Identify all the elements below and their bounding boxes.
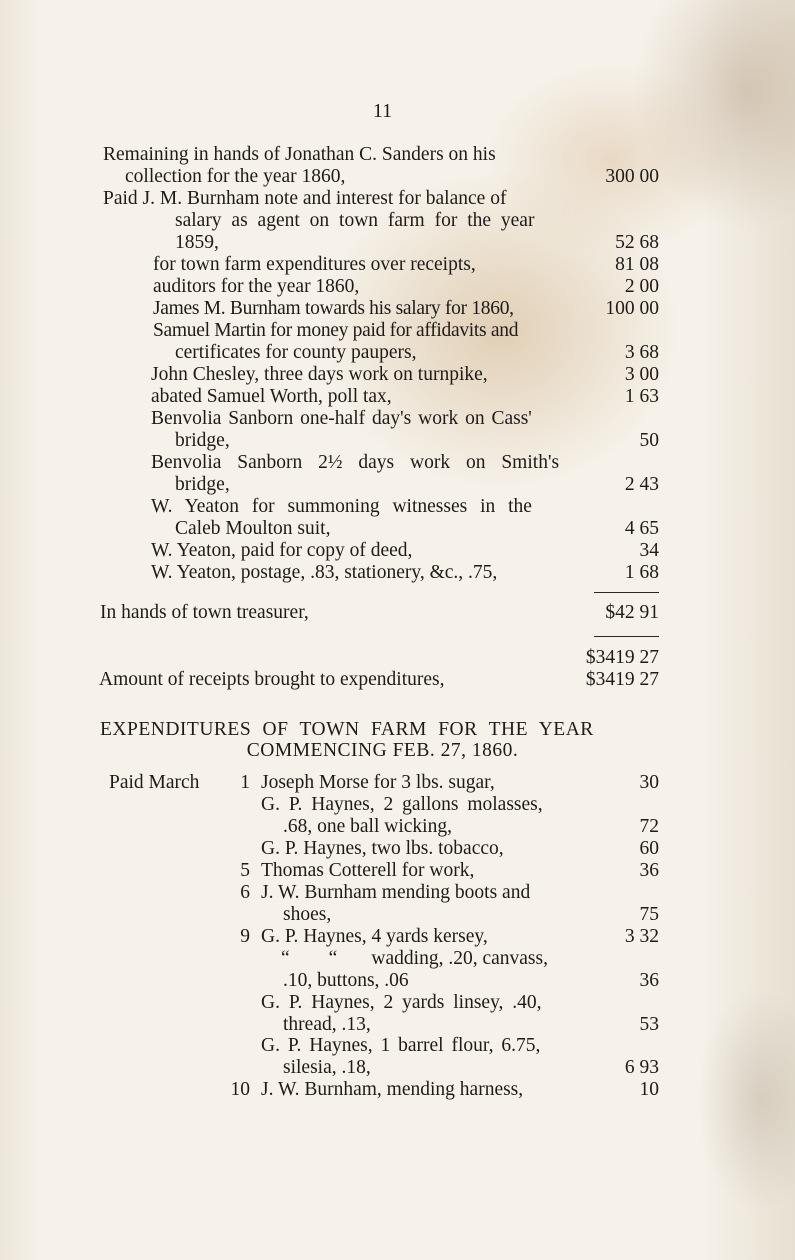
farm-entry-line: G. P. Haynes, 2 yards linsey, .40, [261,992,542,1013]
farm-entry-amount: 53 [639,1014,659,1035]
entry-line: Samuel Martin for money paid for affidavits and [153,320,519,341]
farm-entry-amount: 75 [639,904,659,925]
entry-line: abated Samuel Worth, poll tax, [151,386,392,407]
entry-line: W. Yeaton for summoning witnesses in the [151,496,532,517]
entry-amount: 34 [639,540,659,561]
farm-entry-amount: 10 [639,1079,659,1100]
entry-line: Benvolia Sanborn one-half day's work on Cass' [151,408,532,429]
entry-line: collection for the year 1860, [125,166,346,187]
entry-amount: 1 63 [624,386,659,407]
entry-line: W. Yeaton, postage, .83, stationery, &c., .75, [151,562,498,583]
farm-entry-amount: 6 93 [624,1057,659,1078]
farm-entry-amount: 36 [639,970,659,991]
farm-entry-line: G. P. Haynes, 4 yards kersey, [261,926,488,947]
entry-amount: 52 68 [615,232,659,253]
farm-entry-date: 9 [240,926,250,947]
entry-line: John Chesley, three days work on turnpike, [151,364,488,385]
receipts-amount: $3419 27 [585,669,659,690]
entry-amount: 50 [639,430,659,451]
entry-line: 1859, [175,232,219,253]
section-subheading: COMMENCING FEB. 27, 1860. [246,740,519,761]
farm-entry-line: .10, buttons, .06 [283,970,409,991]
farm-entry-line: G. P. Haynes, two lbs. tobacco, [261,838,504,859]
farm-entry-line: “ “ wadding, .20, canvass, [281,948,548,969]
entry-line: salary as agent on town farm for the year [175,210,535,231]
section-heading: EXPENDITURES OF TOWN FARM FOR THE YEAR [100,719,594,740]
farm-entry-line: G. P. Haynes, 2 gallons molasses, [261,794,543,815]
entry-amount: 2 00 [624,276,659,297]
farm-entry-line: J. W. Burnham, mending harness, [261,1079,524,1100]
entry-line: certificates for county paupers, [175,342,417,363]
farm-entry-line: G. P. Haynes, 1 barrel flour, 6.75, [261,1035,541,1056]
entry-amount: 300 00 [605,166,659,187]
entry-line: James M. Burnham towards his salary for 1860, [153,298,514,319]
farm-entry-amount: 60 [639,838,659,859]
farm-entry-date: 1 [240,772,250,793]
entry-line: W. Yeaton, paid for copy of deed, [151,540,413,561]
entry-amount: 2 43 [624,474,659,495]
farm-entry-prefix: Paid March [109,772,200,793]
farm-entry-line: .68, one ball wicking, [283,816,452,837]
entry-amount: 81 08 [615,254,659,275]
sum-rule [594,592,659,593]
receipts-label: Amount of receipts brought to expenditures, [99,669,445,690]
farm-entry-line: Thomas Cotterell for work, [261,860,475,881]
farm-entry-date: 6 [240,882,250,903]
farm-entry-line: shoes, [283,904,332,925]
entry-amount: 100 00 [605,298,659,319]
farm-entry-line: thread, .13, [283,1014,371,1035]
entry-line: bridge, [175,430,230,451]
farm-entry-line: Joseph Morse for 3 lbs. sugar, [261,772,495,793]
entry-line: Caleb Moulton suit, [175,518,331,539]
entry-amount: 4 65 [624,518,659,539]
entry-amount: 3 68 [624,342,659,363]
farm-entry-amount: 3 32 [624,926,659,947]
entry-amount: 1 68 [624,562,659,583]
entry-line: bridge, [175,474,230,495]
entry-line: for town farm expenditures over receipts, [153,254,476,275]
farm-entry-line: J. W. Burnham mending boots and [261,882,531,903]
entry-amount: 3 00 [624,364,659,385]
farm-entry-amount: 36 [639,860,659,881]
total-amount: $3419 27 [585,647,659,668]
entry-line: Paid J. M. Burnham note and interest for balance of [103,188,507,209]
sum-rule [594,636,659,637]
farm-entry-line: silesia, .18, [283,1057,371,1078]
farm-entry-date: 5 [240,860,250,881]
page-number: 11 [372,100,393,122]
entry-line: Benvolia Sanborn 2½ days work on Smith's [151,452,560,473]
treasurer-amount: $42 91 [605,602,659,623]
farm-entry-date: 10 [230,1079,250,1100]
entry-line: auditors for the year 1860, [153,276,360,297]
farm-entry-amount: 72 [639,816,659,837]
entry-line: Remaining in hands of Jonathan C. Sanders on his [103,144,496,165]
treasurer-label: In hands of town treasurer, [100,602,309,623]
farm-entry-amount: 30 [639,772,659,793]
